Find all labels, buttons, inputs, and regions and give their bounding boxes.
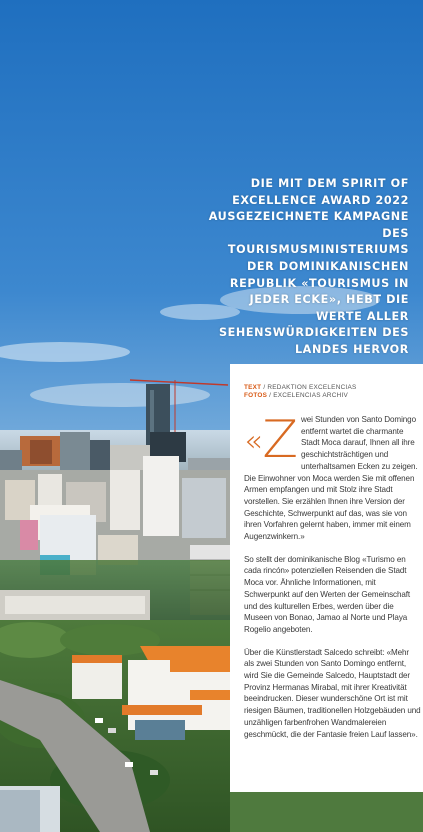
credit-photo-line [244, 392, 421, 400]
feature-headline: DIE MIT DEM SPIRIT OF EXCELLENCE AWARD 2022 AUSGEZEICHNETE KAMPAGNE DES TOURISMUSMINISTERIUMS DER DOMINIKANISCHEN REPUBLIK «TOURISMUS IN JEDER ECKE», HEBT DIE WERTE ALLER SEHENSWÜRDIGKEITEN DES LANDES HERVOR [208, 177, 409, 356]
article-paragraph-1 [244, 410, 421, 543]
drop-cap [244, 410, 295, 470]
article-paragraph-1-text: wei Stunden von Santo Domingo entfernt wartet die charmante Stadt Moca darauf, Ihnen all ihre geschichtsträchtigen und unterhaltsamen Ecken zu zeigen. Die Einwohner von Moca werden Sie mit offenen Armen empfangen und mit Stolz ihre Stadt vorstellen. Sie erzählen Ihnen ihre Version der Geschichte, Schwerpunkt auf das, was sie von ihren Vorfahren gelernt haben, immer mit einem Augenzwinkern.» [244, 415, 418, 542]
credit-text-label: TEXT [244, 384, 262, 391]
credit-separator: / [267, 392, 274, 399]
credits-block [244, 384, 421, 400]
article-paragraph-2: So stellt der dominikanische Blog «Turismo en cada rincón» potenziellen Reisenden die Stadt Moca vor. Ähnliche Informationen, mit Schwerpunkt auf den Werten der Gemeinschaft und des kulturellen Erbes, werden über die Museen von Bonao, Jamao al Norte und Playa Rogelio angeboten. [244, 554, 411, 634]
credit-photo-value: EXCELENCIAS ARCHIV [273, 392, 349, 399]
article-text-panel [230, 364, 423, 792]
credit-text-line [244, 384, 421, 392]
drop-cap-quote: « [244, 424, 263, 459]
credit-text-value: REDAKTION EXCELENCIAS [267, 384, 357, 391]
drop-cap-letter: Z [262, 410, 295, 470]
credit-separator: / [261, 384, 268, 391]
credit-photo-label: FOTOS [244, 392, 268, 399]
article-paragraph-3: Über die Künstlerstadt Salcedo schreibt: «Mehr als zwei Stunden von Santo Domingo entfernt, wird Sie die Gemeinde Salcedo, Hauptstadt der Provinz Hermanas Mirabal, mit ihrer Kreativität beeindrucken. Dieser wunderschöne Ort ist mit riesigen Bäumen, traditionellen Holzgebäuden und unzähligen farbenfrohen Wandmalereien geschmückt, die der Fantasie freien Lauf lassen». [244, 647, 421, 739]
